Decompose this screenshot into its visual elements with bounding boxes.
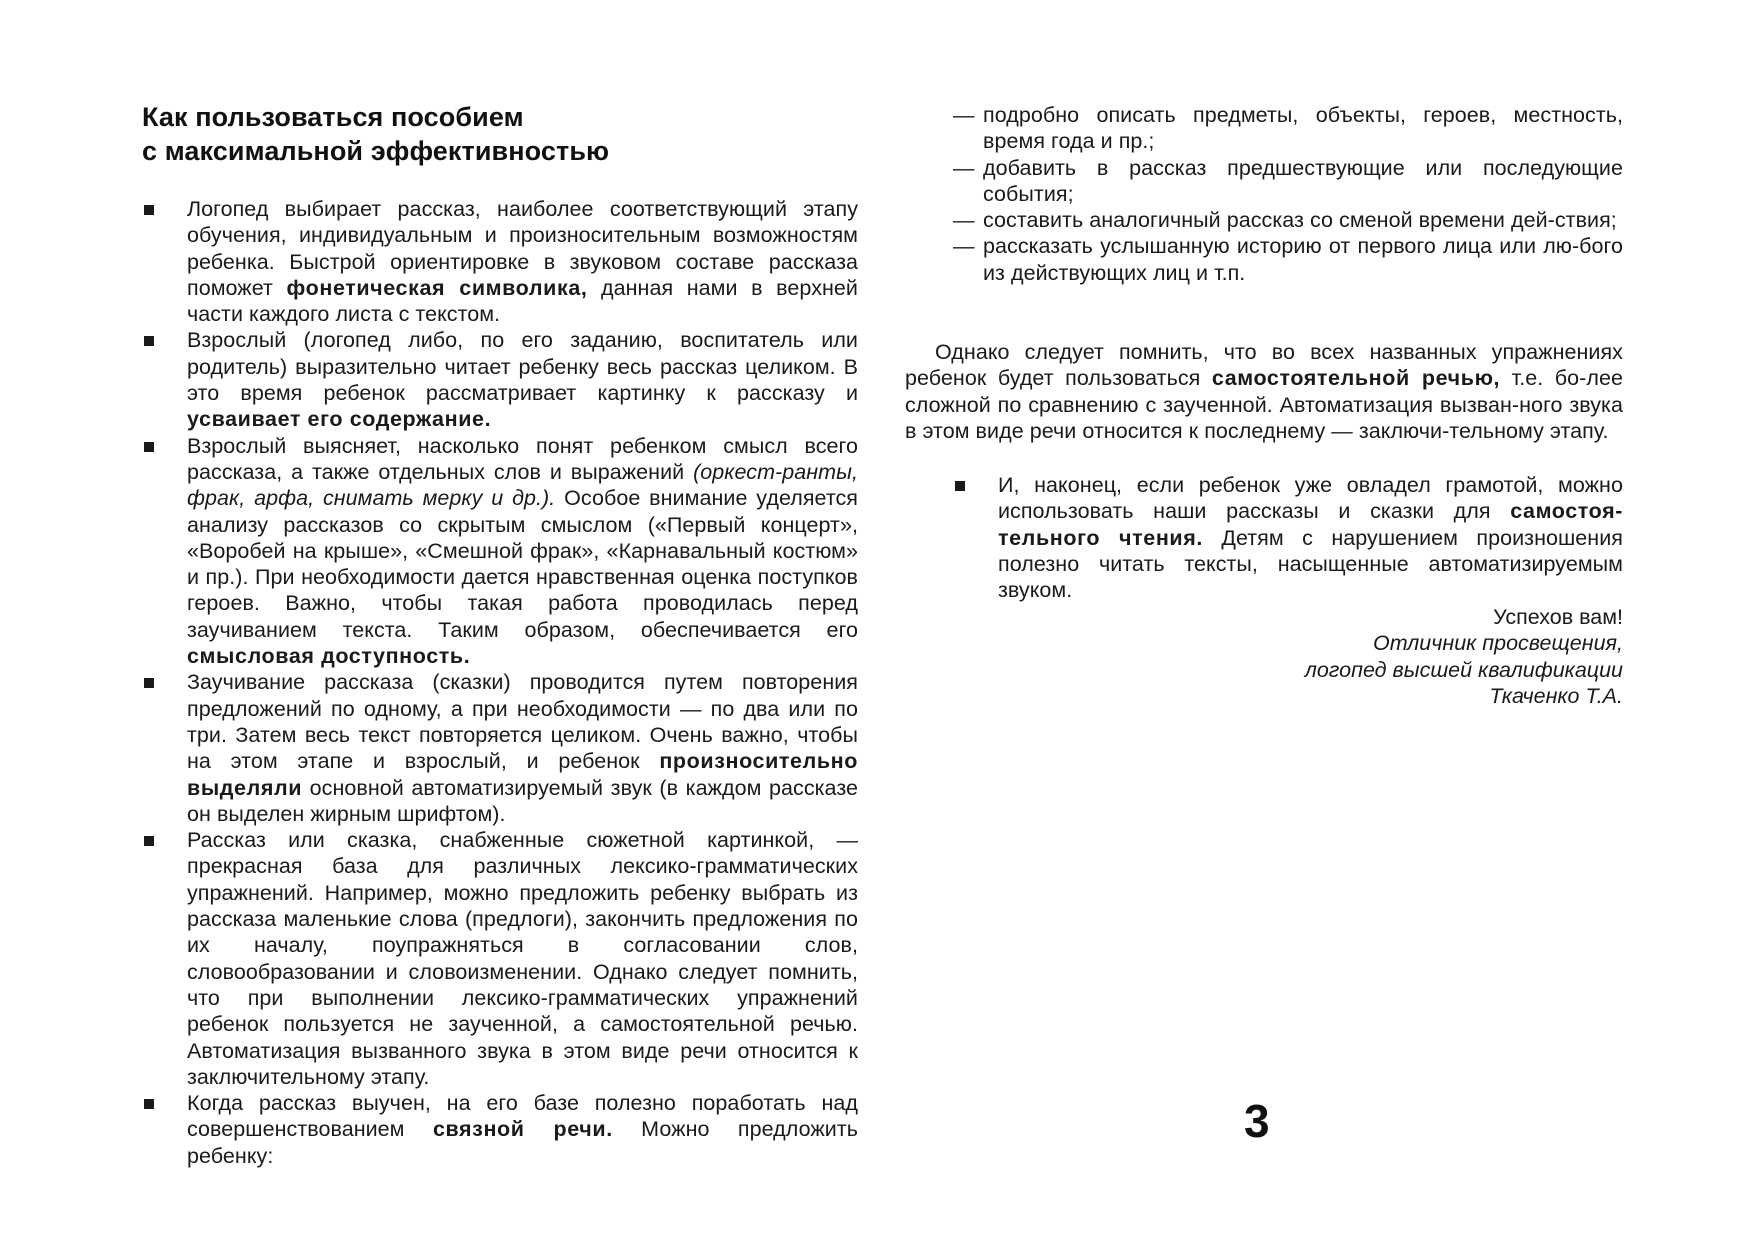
signature-block	[1123, 604, 1623, 709]
bold-text: смысловая доступность.	[187, 644, 471, 669]
bullet-item	[142, 669, 858, 827]
square-bullet-icon	[955, 481, 965, 491]
dash-item	[953, 207, 1623, 233]
dash-item-text: подробно описать предметы, объекты, героев, местность, время года и пр.;	[983, 103, 1623, 154]
dash-item	[953, 155, 1623, 208]
section-title-line-1: Как пользоваться пособием	[142, 102, 524, 132]
square-bullet-icon	[144, 678, 154, 688]
signature-title-1: Отличник просвещения,	[1373, 631, 1623, 656]
text-run: основной автоматизируемый звук (в каждом рассказе он выделен жирным шрифтом).	[187, 775, 858, 826]
italic-text: (оркест-ранты, фрак, арфа, снимать мерку и др.).	[187, 459, 858, 511]
bold-text: произносительно выделяли	[187, 749, 858, 800]
bullet-item	[142, 327, 858, 432]
page-number: 3	[1244, 1095, 1270, 1147]
bullet-item	[142, 196, 858, 327]
dash-marker: —	[953, 208, 975, 233]
reading-list	[953, 472, 1623, 603]
section-title	[142, 100, 609, 168]
text-run: И, наконец, если ребенок уже овладел грамотой, можно использовать наши рассказы и сказки для	[998, 473, 1623, 524]
note-paragraph	[905, 339, 1623, 444]
square-bullet-icon	[144, 442, 154, 452]
text-run: Можно предложить ребенку:	[187, 1117, 858, 1168]
dash-item-text: составить аналогичный рассказ со сменой времени дей-ствия;	[983, 208, 1617, 233]
dash-item-text: рассказать услышанную историю от первого лица или лю-бого из действующих лиц и т.п.	[983, 234, 1623, 285]
text-run: данная нами в верхней части каждого листа с текстом.	[187, 275, 858, 327]
square-bullet-icon	[144, 1099, 154, 1109]
bullet-item	[953, 472, 1623, 603]
text-run: т.е. бо-лее сложной по сравнению с заученной. Автоматизация вызван-ного звука в этом виде речи относится к последнему — заключи-тельному этапу.	[905, 366, 1623, 443]
signature-greeting: Успехов вам!	[1493, 605, 1623, 629]
square-bullet-icon	[144, 205, 154, 215]
text-run: Логопед выбирает рассказ, наиболее соответствующий этапу обучения, индивидуальным и произносительным возможностям ребенка. Быстрой ориентировке в звуковом составе рассказа поможет	[187, 197, 858, 300]
bullet-item	[142, 1090, 858, 1169]
dash-marker: —	[953, 103, 975, 127]
text-run: Заучивание рассказа (сказки) проводится путем повторения предложений по одному, а при необходимости — по два или по три. Затем весь текст повторяется целиком. Очень важно, чтобы на этом этапе и взрослый, и ребенок	[187, 670, 858, 774]
text-run: Особое внимание уделяется анализу рассказов со скрытым смыслом («Первый концерт», «Воробей на крыше», «Смешной фрак», «Карнавальный костюм» и пр.). При необходимости дается нравственная оценка поступков героев. Важно, чтобы такая работа проводилась перед заучиванием текста. Таким образом, обеспечивается его	[187, 486, 858, 642]
dash-marker: —	[953, 155, 975, 180]
bold-text: связной речи.	[432, 1117, 613, 1142]
signature-author: Ткаченко Т.А.	[1489, 683, 1623, 708]
suggestions-dash-list	[953, 102, 1623, 286]
bullet-item	[142, 827, 858, 1090]
square-bullet-icon	[144, 336, 154, 346]
text-run: Взрослый (логопед либо, по его заданию, воспитатель или родитель) выразительно читает ребенку весь рассказ целиком. В это время ребенок рассматривает картинку к рассказу и	[187, 328, 858, 406]
bold-text: фонетическая символика,	[286, 275, 588, 300]
instructions-list	[142, 196, 858, 1169]
bullet-item	[142, 433, 858, 670]
dash-item-text: добавить в рассказ предшествующие или последующие события;	[983, 155, 1623, 206]
section-title-line-2: с максимальной эффективностью	[142, 136, 610, 166]
dash-item	[953, 102, 1623, 155]
square-bullet-icon	[144, 836, 154, 846]
text-run: Рассказ или сказка, снабженные сюжетной картинкой, — прекрасная база для различных лексико-грамматических упражнений. Например, можно предложить ребенку выбрать из рассказа маленькие слова (предлоги), закончить предложения по их началу, поупражняться в согласовании слов, словообразовании и словоизменении. Однако следует помнить, что при выполнении лексико-грамматических упражнений ребенок пользуется не заученной, а самостоятельной речью. Автоматизация вызванного звука в этом виде речи относится к заключительному этапу.	[187, 828, 858, 1089]
text-run: Когда рассказ выучен, на его базе полезно поработать над совершенствованием	[187, 1091, 858, 1142]
dash-item	[953, 233, 1623, 286]
bold-text: самостоятельной речью,	[1211, 366, 1501, 391]
text-run: Однако следует помнить, что во всех названных упражнениях ребенок будет пользоваться	[905, 340, 1623, 391]
text-run: Детям с нарушением произношения полезно читать тексты, насыщенные автоматизируемым звуком.	[998, 525, 1623, 603]
text-run: Взрослый выясняет, насколько понят ребенком смысл всего рассказа, а также отдельных слов и выражений	[187, 433, 858, 484]
bold-text: усваивает его содержание.	[187, 407, 492, 432]
bold-text: самостоя-тельного чтения.	[998, 499, 1623, 550]
dash-marker: —	[953, 234, 975, 259]
signature-title-2: логопед высшей квалификации	[1304, 657, 1623, 682]
